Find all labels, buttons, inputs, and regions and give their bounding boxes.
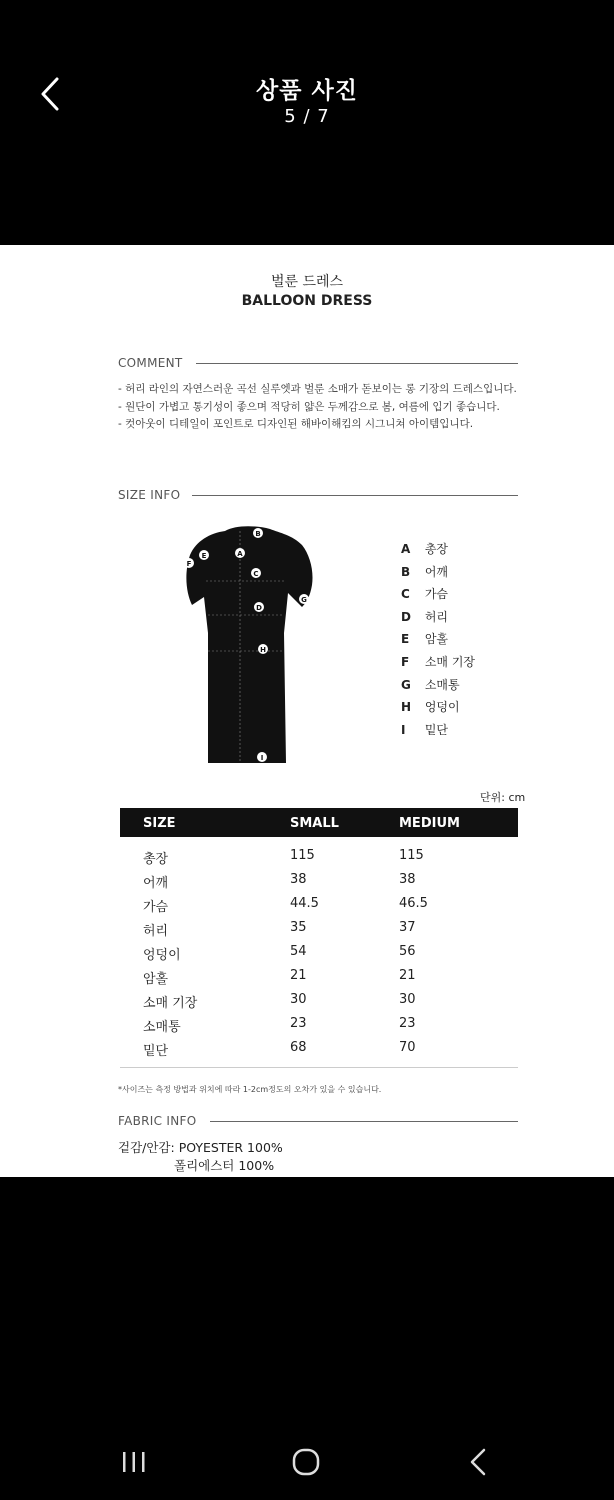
legend-item: G 소매통 — [401, 678, 460, 692]
comment-line: - 컷아웃이 디테일이 포인트로 디자인된 해바이해킴의 시그니쳐 아이템입니다. — [118, 418, 474, 430]
unit-label: 단위: cm — [480, 791, 526, 804]
home-button[interactable] — [276, 1442, 336, 1482]
divider — [120, 1067, 518, 1068]
fabric-line: 겉감/안감: POYESTER 100% — [118, 1140, 283, 1155]
product-name-ko: 벌룬 드레스 — [270, 274, 344, 290]
size-note: *사이즈는 측정 방법과 위치에 따라 1-2cm정도의 오차가 있을 수 있습니다. — [118, 1085, 382, 1094]
svg-text:A: A — [237, 550, 243, 558]
svg-text:D: D — [256, 604, 262, 612]
size-table-header — [120, 808, 518, 837]
legend-item: A 총장 — [401, 542, 449, 556]
product-name-en: BALLOON DRESS — [241, 293, 373, 309]
column-header: SMALL — [290, 816, 339, 831]
svg-text:F: F — [186, 560, 192, 568]
image-counter: 5 / 7 — [284, 106, 330, 127]
table-row: 엉덩이 54 56 — [143, 944, 416, 963]
back-nav-button[interactable] — [448, 1442, 508, 1482]
system-nav-bar — [0, 1420, 614, 1500]
table-row: 허리 35 37 — [143, 920, 416, 939]
svg-text:B: B — [255, 530, 261, 538]
table-row: 소매통 23 23 — [143, 1016, 416, 1035]
back-arrow-icon — [468, 1447, 488, 1477]
legend-item: H 엉덩이 — [401, 700, 460, 714]
divider — [192, 495, 518, 496]
table-row: 총장 115 115 — [143, 848, 424, 867]
fabric-info-label: FABRIC INFO — [118, 1114, 197, 1128]
legend-item: E 암홀 — [401, 632, 449, 646]
legend-item: C 가슴 — [401, 587, 449, 601]
comment-label: COMMENT — [118, 356, 183, 370]
page-title: 상품 사진 — [256, 78, 358, 104]
legend-item: B 어깨 — [401, 565, 449, 579]
divider — [210, 1121, 518, 1122]
divider — [196, 363, 518, 364]
legend-item: F 소매 기장 — [401, 655, 476, 669]
column-header: MEDIUM — [399, 816, 460, 831]
svg-text:H: H — [260, 646, 266, 654]
table-row: 암홀 21 21 — [143, 968, 416, 987]
table-row: 가슴 44.5 46.5 — [143, 896, 428, 915]
fabric-line: 폴리에스터 100% — [174, 1158, 275, 1173]
svg-text:G: G — [301, 596, 307, 604]
size-info-label: SIZE INFO — [118, 488, 181, 502]
table-row: 밑단 68 70 — [143, 1040, 416, 1059]
table-row: 소매 기장 30 30 — [143, 992, 416, 1011]
svg-text:C: C — [253, 570, 259, 578]
legend-item: I 밑단 — [401, 723, 449, 737]
dress-diagram — [180, 523, 320, 771]
svg-text:E: E — [201, 552, 207, 560]
comment-line: - 허리 라인의 자연스러운 곡선 실루엣과 벌룬 소매가 돋보이는 롱 기장의 드레스입니다. — [118, 383, 517, 395]
home-icon — [291, 1447, 321, 1477]
recent-apps-button[interactable] — [104, 1442, 164, 1482]
product-image — [0, 245, 614, 1177]
legend-item: D 허리 — [401, 610, 449, 624]
comment-line: - 원단이 가볍고 통기성이 좋으며 적당히 얇은 두께감으로 봄, 여름에 입기 좋습니다. — [118, 401, 500, 413]
column-header: SIZE — [143, 816, 176, 831]
svg-text:I: I — [260, 754, 264, 762]
recent-apps-icon — [120, 1450, 148, 1474]
top-bar — [0, 0, 614, 245]
table-row: 어깨 38 38 — [143, 872, 416, 891]
